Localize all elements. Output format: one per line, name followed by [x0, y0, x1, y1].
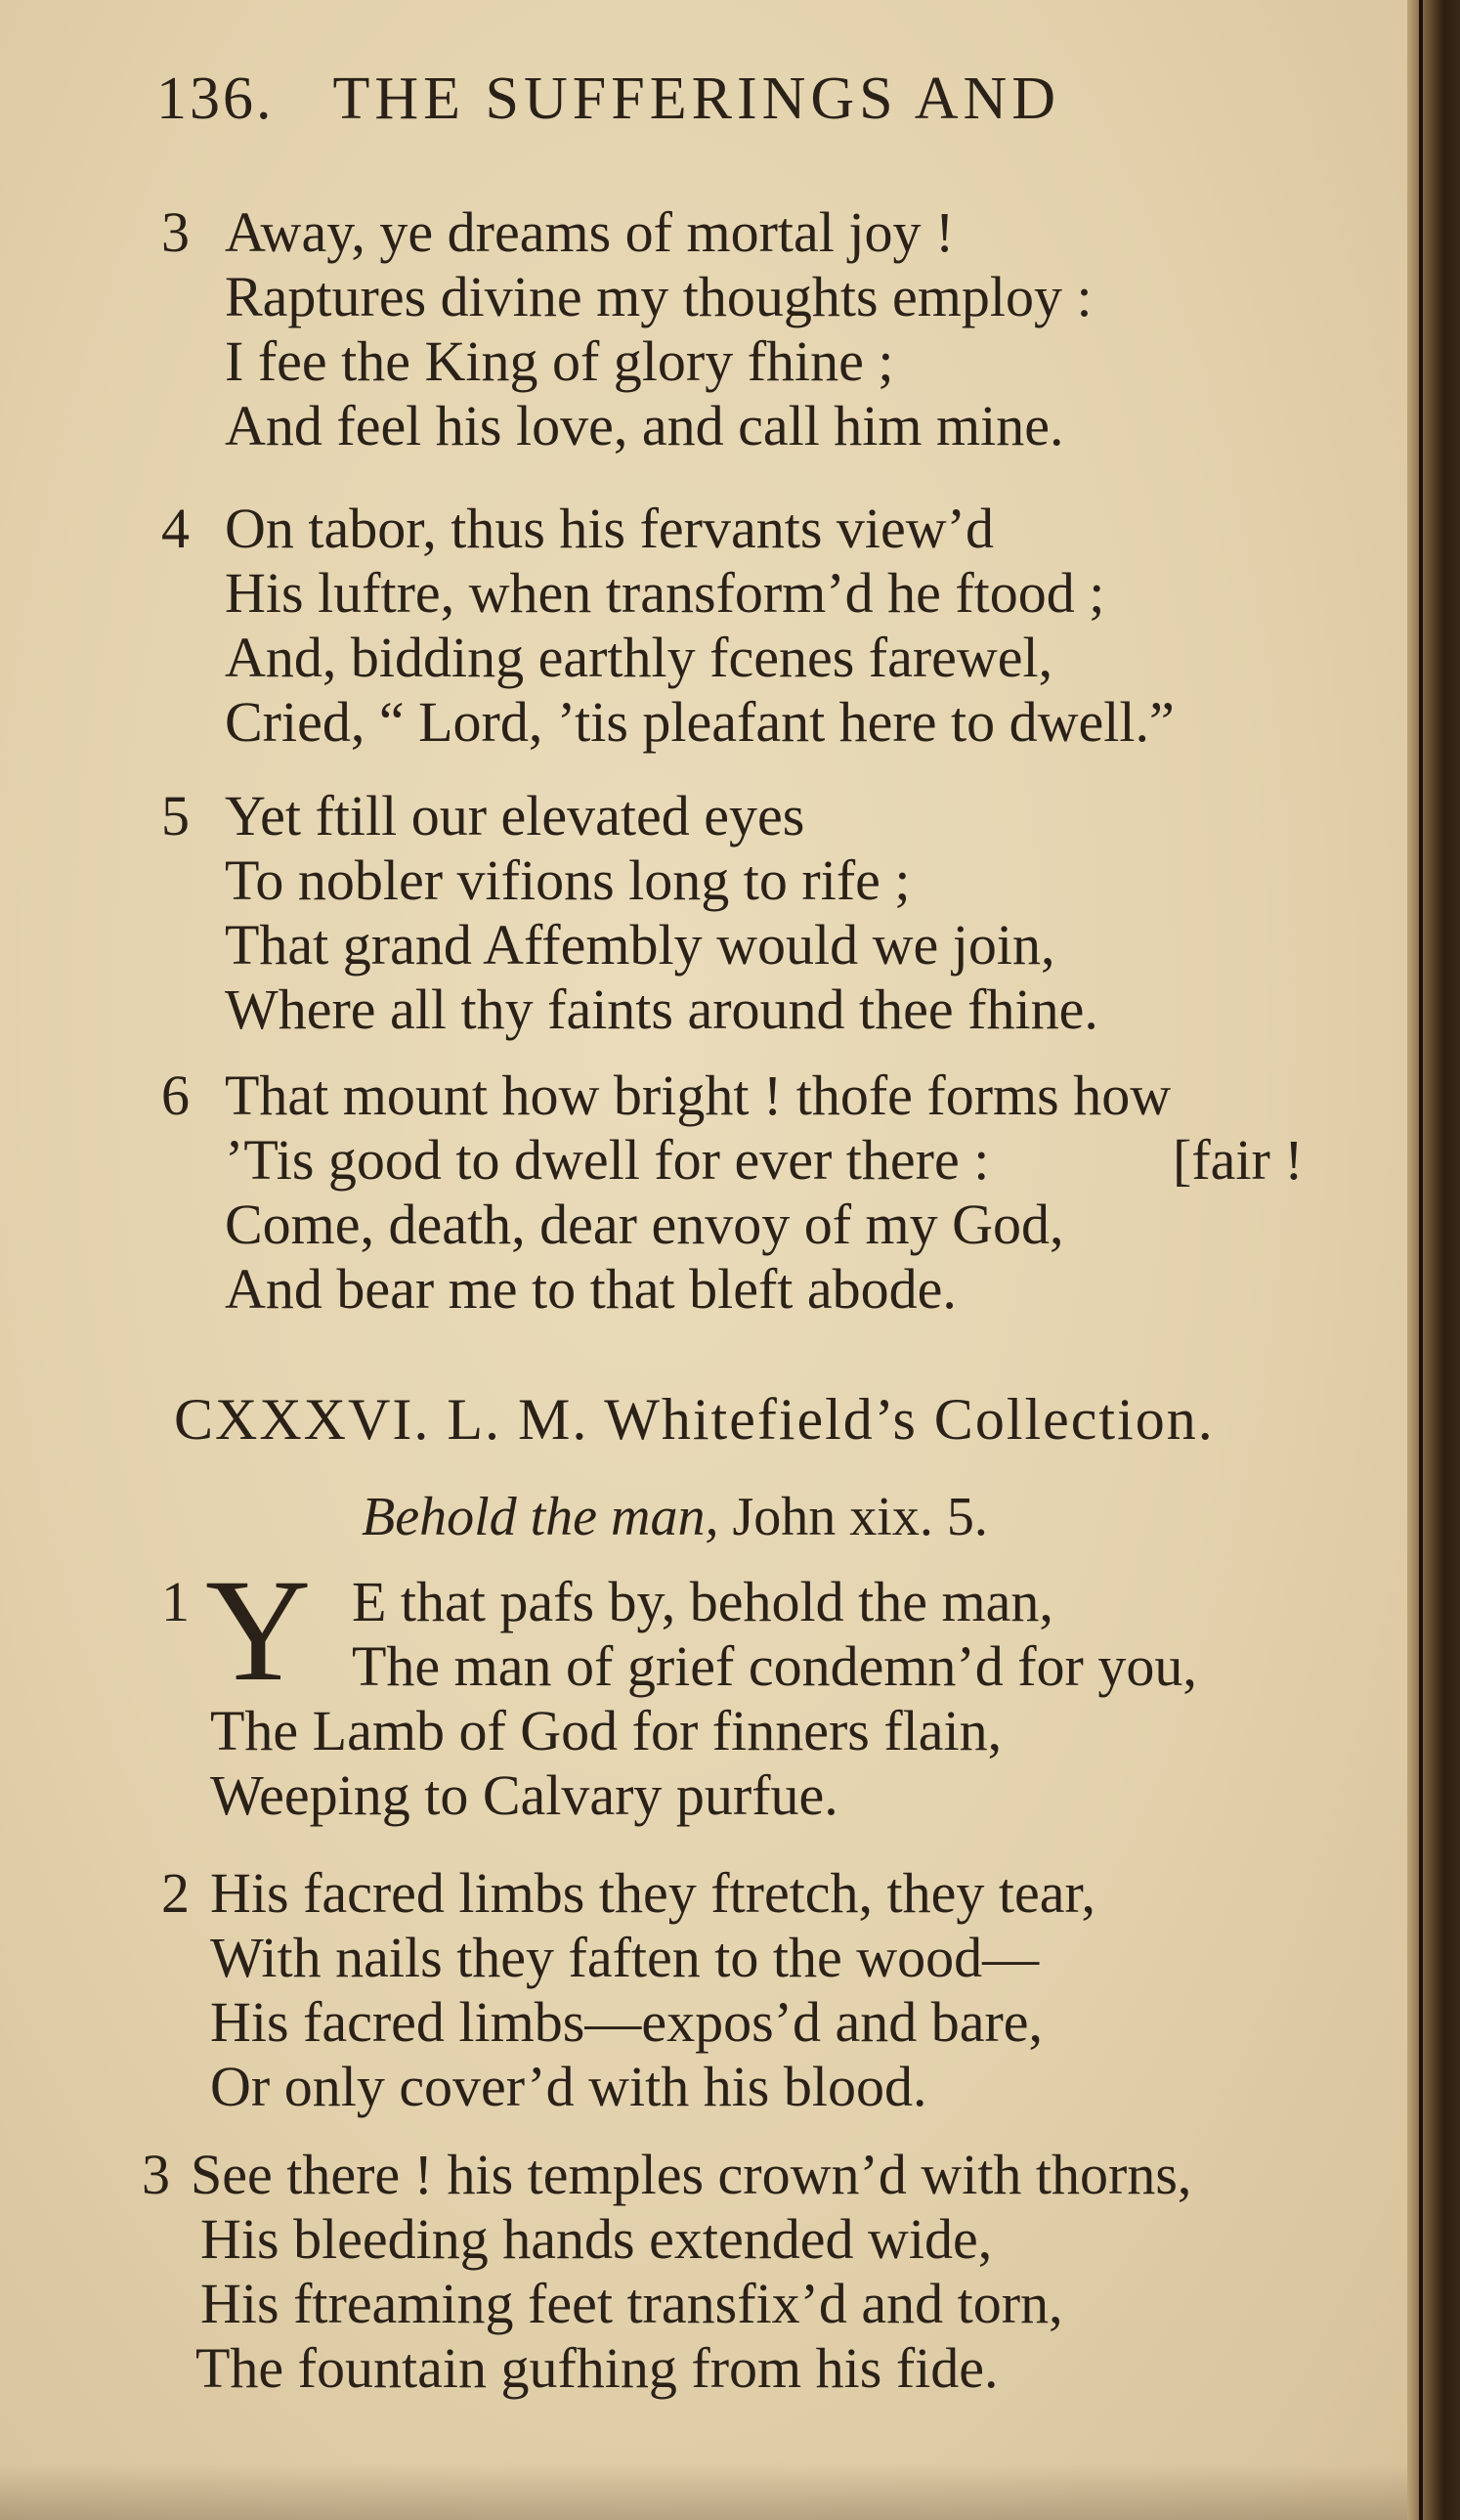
running-head: [156, 65, 1060, 134]
verse-line: See there ! his temples crown’d with thorns,: [191, 2143, 1192, 2206]
verse-line: ’Tis good to dwell for ever there :: [225, 1128, 990, 1192]
verse-line: With nails they faften to the wood—: [210, 1926, 1040, 1989]
book-gutter: [1407, 0, 1460, 2520]
stanza-number: 1: [161, 1570, 190, 1633]
verse-line: That mount how bright ! thofe forms how: [225, 1064, 1172, 1127]
verse-line: To nobler vifions long to rife ;: [225, 848, 911, 912]
scripture-reference: [362, 1486, 988, 1548]
verse-line: On tabor, thus his fervants view’d: [225, 497, 994, 560]
verse-line: His facred limbs they ftretch, they tear,: [210, 1861, 1095, 1925]
verse-line: E that pafs by, behold the man,: [352, 1570, 1053, 1633]
verse-line: Away, ye dreams of mortal joy !: [225, 200, 955, 264]
stanza-number: 4: [161, 497, 190, 560]
verse-line: The fountain gufhing from his fide.: [195, 2336, 999, 2400]
verse-line: Cried, “ Lord, ’tis pleafant here to dwell.”: [225, 690, 1175, 754]
verse-line: The Lamb of God for finners flain,: [210, 1699, 1003, 1762]
page-number: 136.: [156, 65, 275, 132]
verse-line: His ftreaming feet transfix’d and torn,: [200, 2272, 1063, 2335]
verse-line: The man of grief condemn’d for you,: [352, 1634, 1197, 1698]
page-edge-shadow: [0, 2463, 1429, 2520]
running-title: THE SUFFERINGS AND: [332, 65, 1061, 132]
carry-over-word: [fair !: [1173, 1128, 1304, 1192]
verse-line: And feel his love, and call him mine.: [225, 394, 1064, 457]
verse-line: His facred limbs—expos’d and bare,: [210, 1990, 1044, 2054]
verse-line: Come, death, dear envoy of my God,: [225, 1193, 1064, 1256]
verse-line: That grand Affembly would we join,: [225, 913, 1055, 977]
verse-line: I fee the King of glory fhine ;: [225, 329, 894, 393]
verse-line: And bear me to that bleft abode.: [225, 1257, 957, 1321]
reference-citation: John xix. 5.: [732, 1487, 988, 1547]
verse-line: Weeping to Calvary purfue.: [210, 1763, 838, 1827]
drop-cap: Y: [205, 1549, 312, 1712]
stanza-number: 3: [161, 200, 190, 264]
hymn-heading: CXXXVI. L. M. Whitefield’s Collection.: [174, 1387, 1215, 1452]
verse-line: Where all thy faints around thee fhine.: [225, 978, 1098, 1041]
stanza-number: 3: [142, 2143, 170, 2206]
verse-line: His bleeding hands extended wide,: [200, 2207, 993, 2271]
stanza-number: 2: [161, 1861, 190, 1925]
verse-line: And, bidding earthly fcenes farewel,: [225, 626, 1053, 689]
verse-line: His luftre, when transform’d he ftood ;: [225, 561, 1105, 625]
reference-text: Behold the man,: [362, 1487, 719, 1547]
verse-line: Yet ftill our elevated eyes: [225, 784, 805, 847]
verse-line: Or only cover’d with his blood.: [210, 2055, 927, 2118]
verse-line: Raptures divine my thoughts employ :: [225, 265, 1093, 328]
spine-edge: [1419, 0, 1423, 2520]
stanza-number: 6: [161, 1064, 190, 1127]
stanza-number: 5: [161, 784, 190, 847]
